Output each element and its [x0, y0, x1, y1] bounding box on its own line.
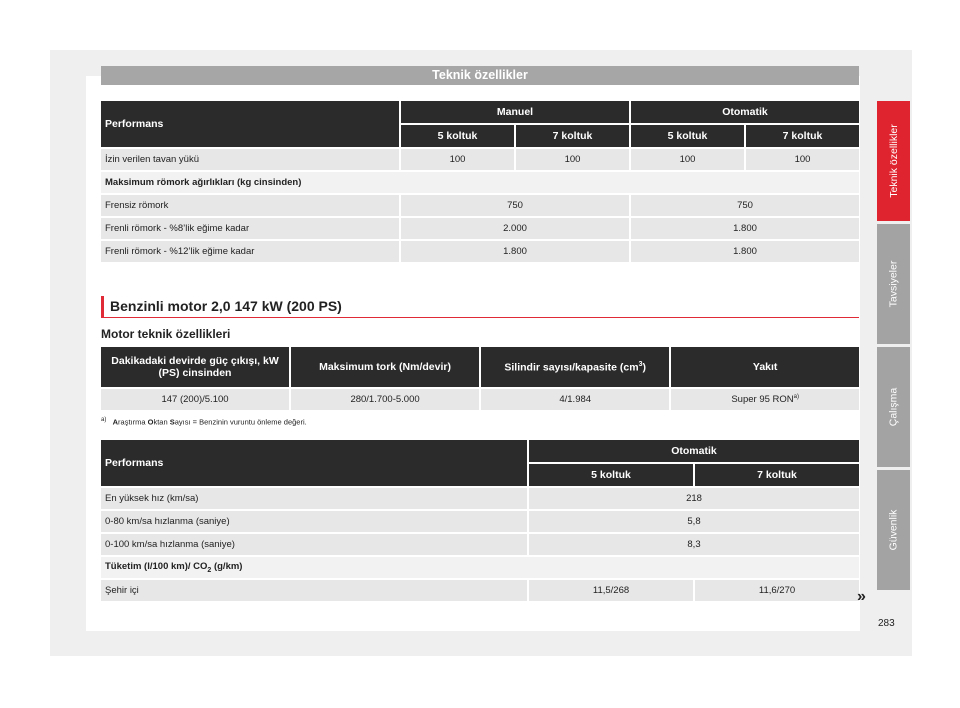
cylinder-header-sup: 3	[638, 360, 643, 368]
table-section-row	[101, 557, 859, 578]
row-label: Frenli römork - %12’lik eğime kadar	[101, 241, 399, 262]
seat-header: 7 koltuk	[695, 464, 859, 486]
cell-value: 11,6/270	[695, 580, 859, 601]
seat-header: 7 koltuk	[516, 125, 629, 147]
cell-value: 218	[529, 488, 859, 509]
cell-value: 100	[746, 149, 859, 170]
cell-value: 750	[401, 195, 629, 216]
engine-spec-table	[99, 345, 861, 412]
table-row	[101, 218, 859, 239]
cell-value: 1.800	[631, 218, 859, 239]
table-row	[101, 534, 859, 555]
table-row	[101, 149, 859, 170]
cell-value: 2.000	[401, 218, 629, 239]
cell-value: 5,8	[529, 511, 859, 532]
fuel-value-text: Super 95 RON	[731, 394, 794, 406]
row-label: Frenli römork - %8’lik eğime kadar	[101, 218, 399, 239]
performance-header: Performans	[101, 440, 527, 486]
footnote-b2: O	[147, 417, 154, 427]
footnote-marker: a)	[101, 417, 107, 423]
row-label: 0-80 km/sa hızlanma (saniye)	[101, 511, 527, 532]
fuel-header: Yakıt	[671, 347, 859, 387]
side-tab-label: Çalışma	[887, 387, 900, 427]
side-tab-label: Güvenlik	[887, 509, 900, 551]
side-tab-calisma[interactable]	[877, 347, 910, 467]
side-tab-tavsiyeler[interactable]	[877, 224, 910, 344]
seat-header: 7 koltuk	[746, 125, 859, 147]
table-row	[101, 488, 859, 509]
performance-header: Performans	[101, 101, 399, 147]
footnote-b1: A	[112, 417, 119, 427]
section-label: Maksimum römork ağırlıkları (kg cinsinden)	[101, 172, 859, 193]
section-label	[101, 557, 859, 578]
performance-table-1	[99, 99, 861, 264]
table-row	[101, 511, 859, 532]
continue-icon: »	[857, 588, 866, 605]
seat-header: 5 koltuk	[529, 464, 693, 486]
cylinder-header	[481, 347, 669, 387]
cell-value: 11,5/268	[529, 580, 693, 601]
cell-value: 100	[631, 149, 744, 170]
cell-value: 4/1.984	[481, 389, 669, 410]
performance-table-2	[99, 438, 861, 603]
table-row	[101, 580, 859, 601]
group-header-otomatik: Otomatik	[529, 440, 859, 462]
table-row	[101, 241, 859, 262]
footnote-t2: ktan	[153, 417, 170, 427]
table-row	[101, 195, 859, 216]
side-tab-label: Tavsiyeler	[887, 260, 900, 308]
page-number: 283	[878, 618, 895, 629]
footnote-b3: S	[169, 417, 175, 427]
footnote	[101, 417, 307, 427]
fuel-value	[671, 389, 859, 410]
footnote-t3: ayısı = Benzinin vuruntu önleme değeri.	[174, 417, 307, 427]
side-tab-teknik[interactable]	[877, 101, 910, 221]
cell-value: 147 (200)/5.100	[101, 389, 289, 410]
group-header-manuel: Manuel	[401, 101, 629, 123]
cell-value: 750	[631, 195, 859, 216]
footnote-t1: raştırma	[118, 417, 148, 427]
row-label: 0-100 km/sa hızlanma (saniye)	[101, 534, 527, 555]
cylinder-header-close: )	[642, 361, 647, 374]
seat-header: 5 koltuk	[401, 125, 514, 147]
cell-value: 100	[401, 149, 514, 170]
consumption-sub: 2	[207, 566, 212, 574]
seat-header: 5 koltuk	[631, 125, 744, 147]
section-title: Benzinli motor 2,0 147 kW (200 PS)	[101, 296, 859, 318]
side-tab-guvenlik[interactable]	[877, 470, 910, 590]
row-label: Frensiz römork	[101, 195, 399, 216]
section-subtitle: Motor teknik özellikleri	[101, 327, 231, 341]
group-header-otomatik: Otomatik	[631, 101, 859, 123]
cell-value: 8,3	[529, 534, 859, 555]
table-row	[101, 389, 859, 410]
row-label: En yüksek hız (km/sa)	[101, 488, 527, 509]
side-tab-label: Teknik özellikler	[887, 124, 900, 198]
cell-value: 280/1.700-5.000	[291, 389, 479, 410]
fuel-footnote-ref: a)	[793, 393, 799, 400]
consumption-label-b: (g/km)	[211, 561, 243, 573]
cell-value: 1.800	[631, 241, 859, 262]
cell-value: 100	[516, 149, 629, 170]
page-title: Teknik özellikler	[101, 66, 859, 85]
consumption-label-a: Tüketim (l/100 km)/ CO	[105, 561, 208, 573]
row-label: Şehir içi	[101, 580, 527, 601]
cylinder-header-text: Silindir sayısı/kapasite (cm	[504, 361, 639, 374]
cell-value: 1.800	[401, 241, 629, 262]
table-section-row	[101, 172, 859, 193]
row-label: İzin verilen tavan yükü	[101, 149, 399, 170]
power-header: Dakikadaki devirde güç çıkışı, kW (PS) cinsinden	[101, 347, 289, 387]
torque-header: Maksimum tork (Nm/devir)	[291, 347, 479, 387]
